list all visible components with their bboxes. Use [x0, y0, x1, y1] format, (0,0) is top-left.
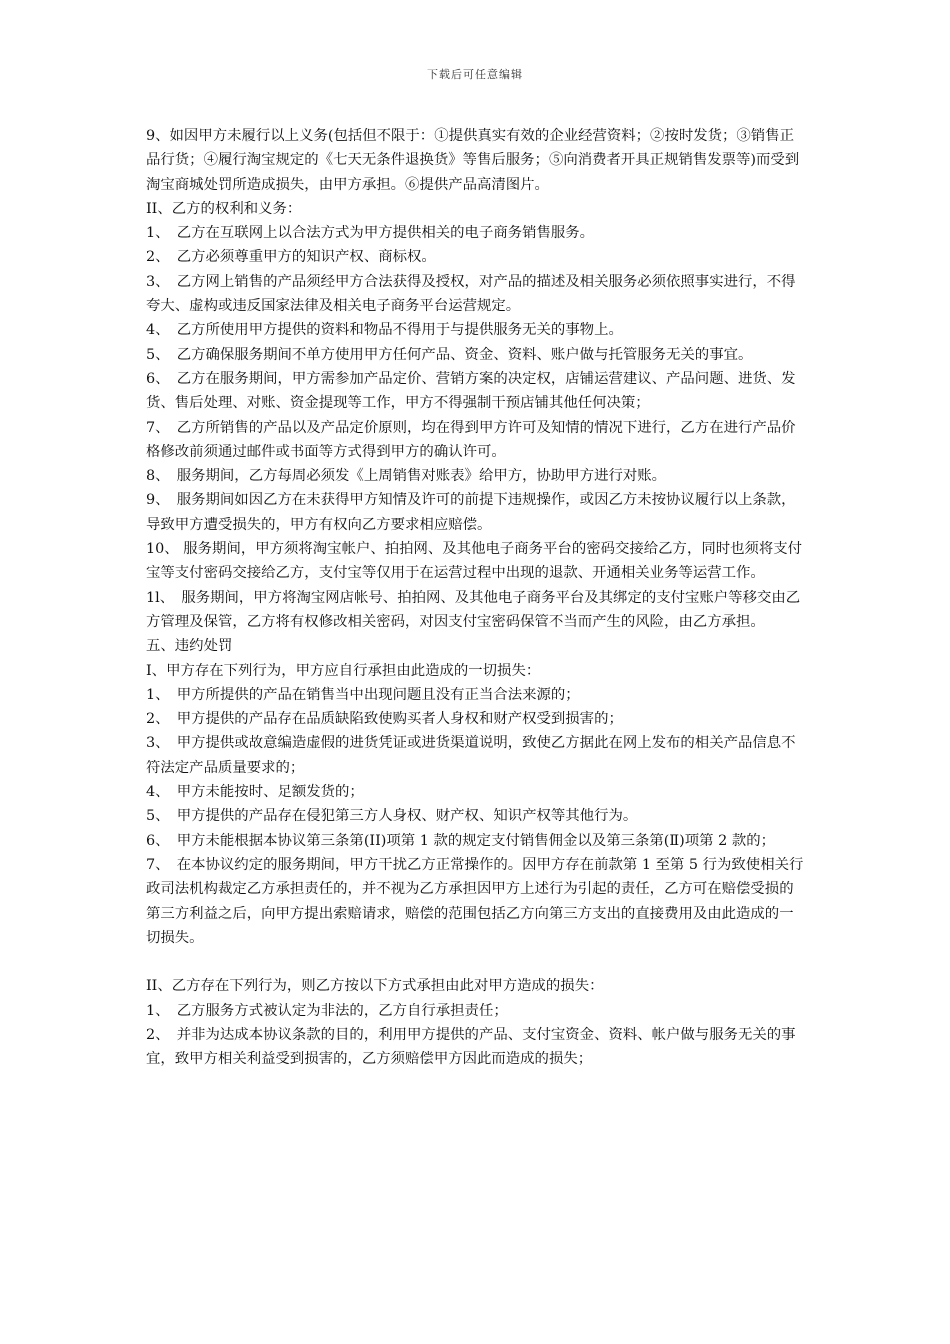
clause-paragraph: 6、 乙方在服务期间，甲方需参加产品定价、营销方案的决定权，店铺运营建议、产品问题、进货、发货、售后处理、对账、资金提现等工作，甲方不得强制干预店铺其他任何决策； — [146, 370, 796, 412]
clause-paragraph: 2、 乙方必须尊重甲方的知识产权、商标权。 — [146, 249, 436, 266]
blank-line — [146, 950, 806, 974]
clause-paragraph: 3、 甲方提供或故意编造虚假的进货凭证或进货渠道说明，致使乙方据此在网上发布的相关产品信息不符法定产品质量要求的； — [146, 735, 796, 776]
clause-paragraph: 3、 乙方网上销售的产品须经甲方合法获得及授权，对产品的描述及相关服务必须依照事实进行，不得夸大、虚构或违反国家法律及相关电子商务平台运营规定。 — [146, 273, 796, 315]
clause-paragraph: 6、 甲方未能根据本协议第三条第(II)项第 1 款的规定支付销售佣金以及第三条第(Ⅱ)项第 2 款的； — [146, 832, 776, 849]
section-heading: I、甲方存在下列行为，甲方应自行承担由此造成的一切损失： — [146, 662, 541, 679]
clause-paragraph: 8、 服务期间，乙方每周必须发《上周销售对账表》给甲方，协助甲方进行对账。 — [146, 468, 667, 485]
clause-paragraph: 5、 甲方提供的产品存在侵犯第三方人身权、财产权、知识产权等其他行为。 — [146, 808, 638, 825]
section-heading: II、乙方的权利和义务： — [146, 200, 302, 217]
clause-paragraph: 7、 乙方所销售的产品以及产品定价原则，均在得到甲方许可及知情的情况下进行，乙方在进行产品价格修改前须通过邮件或书面等方式得到甲方的确认许可。 — [146, 419, 796, 460]
section-heading: 五、违约处罚 — [146, 638, 233, 655]
document-body — [146, 124, 806, 1072]
clause-paragraph: 9、 服务期间如因乙方在未获得甲方知情及许可的前提下违规操作，或因乙方未按协议履行以上条款，导致甲方遭受损失的，甲方有权向乙方要求相应赔偿。 — [146, 492, 796, 533]
section-heading: II、乙方存在下列行为，则乙方按以下方式承担由此对甲方造成的损失： — [146, 978, 604, 995]
clause-paragraph: 2、 甲方提供的产品存在品质缺陷致使购买者人身权和财产权受到损害的； — [146, 711, 623, 728]
clause-paragraph: 1、 乙方服务方式被认定为非法的，乙方自行承担责任； — [146, 1002, 508, 1019]
clause-paragraph: 5、 乙方确保服务期间不单方使用甲方任何产品、资金、资料、账户做与托管服务无关的事宜。 — [146, 346, 753, 363]
clause-paragraph: 7、 在本协议约定的服务期间，甲方干扰乙方正常操作的。因甲方存在前款第 1 至第 5 行为致使相关行政司法机构裁定乙方承担责任的，并不视为乙方承担因甲方上述行为引起的责任，乙方可在赔偿受损的第三方利益之后，向甲方提出索赔请求，赔偿的范围包括乙方向第三方支出的直接费用及由此造成的一切损失。 — [146, 856, 804, 946]
page-header-note: 下载后可任意编辑 — [427, 68, 523, 81]
clause-paragraph: 1l、 服务期间，甲方将淘宝网店帐号、拍拍网、及其他电子商务平台及其绑定的支付宝账户等移交由乙方管理及保管，乙方将有权修改相关密码，对因支付宝密码保管不当而产生的风险，由乙方承担。 — [146, 589, 801, 630]
clause-paragraph: 4、 甲方未能按时、足额发货的； — [146, 784, 364, 801]
clause-paragraph: 1、 乙方在互联网上以合法方式为甲方提供相关的电子商务销售服务。 — [146, 225, 595, 242]
clause-paragraph: 9、如因甲方未履行以上义务(包括但不限于：①提供真实有效的企业经营资料；②按时发货；③销售正品行货；④履行淘宝规定的《七天无条件退换货》等售后服务；⑤向消费者开具正规销售发票等)而受到淘宝商城处罚所造成损失，由甲方承担。⑥提供产品高清图片。 — [146, 128, 800, 193]
clause-paragraph: 10、 服务期间，甲方须将淘宝帐户、拍拍网、及其他电子商务平台的密码交接给乙方，同时也须将支付宝等支付密码交接给乙方，支付宝等仅用于在运营过程中出现的退款、开通相关业务等运营工作。 — [146, 541, 803, 582]
clause-paragraph: 4、 乙方所使用甲方提供的资料和物品不得用于与提供服务无关的事物上。 — [146, 322, 623, 339]
clause-paragraph: 1、 甲方所提供的产品在销售当中出现问题且没有正当合法来源的； — [146, 686, 580, 703]
clause-paragraph: 2、 并非为达成本协议条款的目的，利用甲方提供的产品、支付宝资金、资料、帐户做与服务无关的事宜，致甲方相关利益受到损害的，乙方须赔偿甲方因此而造成的损失； — [146, 1026, 796, 1068]
